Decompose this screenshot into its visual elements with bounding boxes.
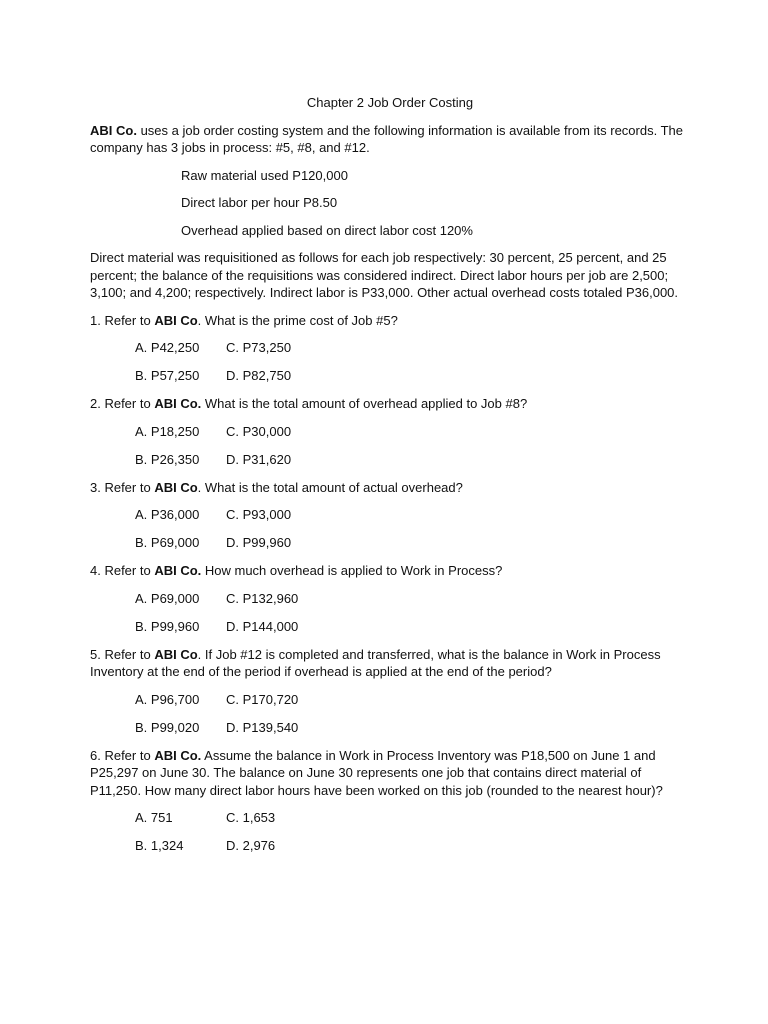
question-5-options — [135, 691, 690, 737]
question-3-options — [135, 506, 690, 552]
option-d: D. P82,750 — [226, 368, 292, 383]
question-4-options — [135, 590, 690, 636]
option-a: A. P69,000 — [135, 590, 200, 606]
option-a: A. P18,250 — [135, 423, 200, 439]
option-b: B. P26,350 — [135, 451, 200, 467]
question-2: 2. Refer to ABI Co. What is the total amount of overhead applied to Job #8? — [90, 396, 528, 411]
option-d: D. 2,976 — [226, 838, 276, 853]
given-direct-labor: Direct labor per hour P8.50 — [181, 195, 338, 210]
option-b: B. P57,250 — [135, 368, 200, 383]
option-c: C. P30,000 — [226, 423, 292, 439]
option-b: B. P99,960 — [135, 618, 200, 634]
question-5: 5. Refer to ABI Co. If Job #12 is completed and transferred, what is the balance in Work in Process Inventory at the end of the period if overhead is applied at the end of the period? — [90, 646, 661, 679]
option-c: C. P73,250 — [226, 340, 292, 355]
question-company: ABI Co. — [154, 563, 202, 578]
option-c: C. P170,720 — [226, 691, 299, 707]
option-a: A. P42,250 — [135, 340, 200, 355]
given-data-list — [181, 167, 690, 240]
page-title: Chapter 2 Job Order Costing — [306, 95, 474, 110]
question-company: ABI Co — [154, 312, 198, 328]
option-d: D. P144,000 — [226, 618, 299, 634]
company-name: ABI Co. — [90, 122, 137, 138]
question-company: ABI Co — [154, 646, 198, 662]
given-raw-material: Raw material used P120,000 — [181, 167, 348, 183]
question-2-options — [135, 423, 690, 469]
question-company: ABI Co — [154, 479, 198, 495]
option-d: D. P139,540 — [226, 719, 299, 735]
option-b: B. P69,000 — [135, 535, 200, 550]
option-a: A. P36,000 — [135, 507, 200, 522]
question-1: 1. Refer to ABI Co. What is the prime cost of Job #5? — [90, 312, 398, 328]
option-a: A. 751 — [135, 810, 173, 825]
question-4: 4. Refer to ABI Co. How much overhead is applied to Work in Process? — [90, 563, 503, 578]
document-body — [90, 94, 690, 865]
details-paragraph: Direct material was requisitioned as follows for each job respectively: 30 percent, 25 percent, and 25 percent; the balance of the requisitions was considered indirect. Direct labor hours per job are 2,500; 3,100; and 4,200; respectively. Indirect labor is P33,000. Other actual overhead costs totaled P36,000. — [90, 250, 679, 300]
option-c: C. P132,960 — [226, 590, 299, 606]
question-1-options — [135, 339, 690, 385]
option-b: B. P99,020 — [135, 719, 200, 735]
option-d: D. P31,620 — [226, 451, 292, 467]
given-overhead-rate: Overhead applied based on direct labor cost 120% — [181, 222, 473, 238]
option-d: D. P99,960 — [226, 535, 292, 550]
question-3: 3. Refer to ABI Co. What is the total amount of actual overhead? — [90, 479, 463, 495]
option-c: C. P93,000 — [226, 507, 292, 522]
option-c: C. 1,653 — [226, 810, 276, 825]
intro-text: uses a job order costing system and the following information is available from its records. The company has 3 jobs in process: #5, #8, and #12. — [90, 122, 683, 155]
option-b: B. 1,324 — [135, 838, 184, 853]
question-6-options — [135, 809, 690, 855]
question-company: ABI Co. — [154, 747, 202, 763]
question-company: ABI Co. — [154, 396, 202, 411]
question-6: 6. Refer to ABI Co. Assume the balance in Work in Process Inventory was P18,500 on June 1 and P25,297 on June 30. The balance on June 30 represents one job that contains direct material of P11,250. How many direct labor hours have been worked on this job (rounded to the nearest hour)? — [90, 747, 663, 798]
option-a: A. P96,700 — [135, 691, 200, 707]
intro-paragraph — [90, 122, 690, 157]
